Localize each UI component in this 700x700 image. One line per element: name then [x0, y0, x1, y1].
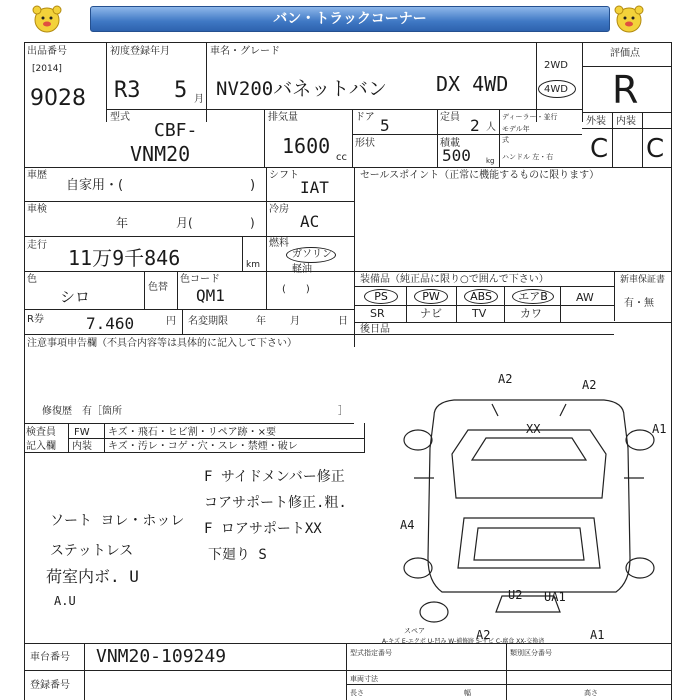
chassis-label: 車台番号	[30, 652, 70, 663]
model-prefix: CBF-	[154, 120, 198, 141]
history-label: 車歴	[27, 170, 47, 181]
recycle-amount: 7.460	[86, 314, 135, 333]
exterior-score: C	[590, 134, 609, 164]
equip-navi: ナビ	[420, 307, 442, 320]
body-label: 形状	[355, 138, 375, 149]
inspection-label: 車検	[27, 204, 47, 215]
era: R3	[114, 78, 141, 103]
warranty-label: 新車保証書	[620, 275, 666, 285]
displacement: 1600	[282, 134, 331, 158]
load: 500	[442, 146, 471, 165]
doors-label: ドア	[355, 112, 375, 123]
equip-aw: AW	[576, 291, 594, 304]
equipment-label: 装備品（純正品に限り○で囲んで下さい）	[360, 274, 549, 285]
color-code-label: 色コード	[180, 274, 220, 285]
interior-label-top: 内装	[616, 116, 636, 127]
model-label: 型式	[110, 112, 130, 123]
capacity-unit: 人	[486, 122, 496, 133]
recycle-label: R券	[27, 314, 44, 325]
bear-mascot-icon	[612, 4, 646, 34]
caution-label: 注意事項申告欄（不具合内容等は具体的に記入して下さい）	[27, 338, 297, 349]
mark-ua1: UA1	[544, 590, 566, 604]
equip-abs: ABS	[464, 289, 498, 304]
inspection-year: 年	[116, 216, 129, 230]
name-change-day: 日	[338, 316, 348, 327]
note-right-3: F ロアサポートXX	[204, 521, 322, 537]
equip-pw: PW	[414, 289, 448, 304]
int-items: キズ・汚レ・コゲ・穴・スレ・禁煙・破レ	[108, 441, 298, 452]
mark-a2-bottom: A2	[476, 628, 491, 642]
mark-a2-top-left: A2	[498, 372, 513, 386]
mark-a1-bottom: A1	[590, 628, 605, 642]
warranty-value: 有・無	[624, 298, 654, 309]
eval-score: R	[612, 68, 639, 112]
entry-label: 記入欄	[26, 441, 56, 452]
mileage: 11万9千846	[68, 246, 181, 270]
repair-label: 修復歴 有［箇所	[42, 406, 122, 417]
size-label: 車両寸法	[350, 675, 378, 683]
name-change-month: 月	[290, 316, 300, 327]
interior-score: C	[646, 134, 665, 164]
dealer-label: ディーラー・並行	[502, 113, 558, 121]
capacity: 2	[470, 116, 480, 135]
equip-tv: TV	[472, 307, 487, 320]
shift: IAT	[300, 178, 329, 197]
equip-sr: SR	[370, 307, 385, 320]
chassis-value: VNM20-109249	[96, 646, 227, 667]
lot-year: [2014]	[32, 64, 62, 74]
spare-label: スペア	[404, 627, 425, 635]
displacement-unit: cc	[336, 152, 347, 163]
mileage-unit: km	[246, 260, 260, 270]
damage-legend: A-キズ E-エクボ U-凹み W-補修跡 S-サビ C-腐食 XX-交換済	[382, 638, 545, 645]
note-left-3: 荷室内ボ. U	[46, 567, 139, 586]
fuel-other: ( )	[282, 284, 310, 295]
mark-a1-right: A1	[652, 422, 667, 436]
car-damage-diagram	[394, 368, 667, 638]
eval-label: 評価点	[610, 48, 640, 59]
repair-close: ］	[338, 406, 348, 417]
type-num-label: 型式指定番号	[350, 649, 392, 657]
rear-seat-label: 後日品	[360, 324, 390, 335]
note-left-1: ソート ヨレ・ホッレ	[50, 513, 185, 529]
first-reg-label: 初度登録年月	[110, 46, 170, 57]
note-right-4: 下廻り S	[208, 547, 267, 563]
note-left-2: ステットレス	[50, 543, 134, 559]
ac: AC	[300, 212, 320, 231]
fw-items: キズ・飛石・ヒビ割・リペア跡・×要	[108, 427, 276, 438]
note-left-4: A.U	[54, 594, 76, 608]
load-unit: kg	[486, 157, 495, 165]
mark-a2-top-right: A2	[582, 378, 597, 392]
note-right-1: F サイドメンバー修正	[204, 469, 345, 485]
car-grade: DX 4WD	[436, 72, 509, 96]
bear-mascot-icon	[30, 4, 64, 34]
page-title: バン・トラックコーナー	[90, 6, 610, 32]
equip-leather: カワ	[520, 307, 542, 320]
mark-u2: U2	[508, 588, 523, 602]
drive-2wd: 2WD	[544, 60, 568, 71]
color: シロ	[60, 288, 91, 306]
fuel-label: 燃料	[269, 238, 289, 249]
ac-label: 冷房	[269, 204, 289, 215]
note-right-2: コアサポート修正.粗.	[204, 495, 347, 511]
mileage-label: 走行	[27, 240, 47, 251]
doors: 5	[380, 116, 390, 135]
exterior-label: 外装	[586, 116, 606, 127]
month-unit: 月	[194, 94, 204, 105]
color-change-label: 色替	[148, 282, 168, 293]
car-name-label: 車名・グレード	[210, 46, 280, 57]
int-label: 内装	[72, 441, 92, 452]
reg-month: 5	[174, 78, 188, 103]
equip-airbag: エアB	[512, 289, 554, 304]
history-close: )	[250, 178, 256, 193]
model-year-label: モデル年式	[502, 125, 530, 144]
width-label: 幅	[464, 689, 471, 697]
equip-ps: PS	[364, 289, 398, 304]
load-label: 積載	[440, 138, 460, 149]
name-change-label: 名変期限	[188, 316, 228, 327]
mark-xx-roof: XX	[526, 422, 541, 436]
shift-label: シフト	[269, 170, 299, 181]
lot-number: 9028	[30, 86, 86, 111]
inspection-month: 月(	[176, 216, 193, 230]
height-label: 高さ	[584, 689, 598, 697]
history-value: 自家用・(	[66, 178, 124, 193]
mark-a4-left: A4	[400, 518, 415, 532]
header	[0, 0, 700, 38]
length-label: 長さ	[350, 689, 364, 697]
reg-label: 登録番号	[30, 680, 70, 691]
color-code: QM1	[196, 286, 225, 305]
model-code: VNM20	[130, 142, 191, 166]
capacity-label: 定員	[440, 112, 460, 123]
fuel-diesel: 軽油	[292, 264, 312, 275]
inspection-close: )	[250, 216, 255, 230]
displacement-label: 排気量	[268, 112, 298, 123]
color-label: 色	[27, 274, 37, 285]
auction-sheet	[24, 42, 672, 700]
fuel-gas: ガソリン	[292, 249, 332, 260]
drive-4wd: 4WD	[544, 84, 568, 95]
fw-label: FW	[74, 427, 90, 438]
inspector-label: 検査員	[26, 427, 56, 438]
lot-label: 出品番号	[27, 46, 67, 57]
car-name: NV200バネットバン	[216, 78, 387, 100]
yen-unit: 円	[166, 316, 176, 327]
category-label: 類別区分番号	[510, 649, 552, 657]
name-change-year: 年	[256, 316, 266, 327]
handle-label: ハンドル 左・右	[502, 153, 554, 161]
sales-point-label: セールスポイント（正常に機能するものに限ります）	[360, 170, 600, 181]
